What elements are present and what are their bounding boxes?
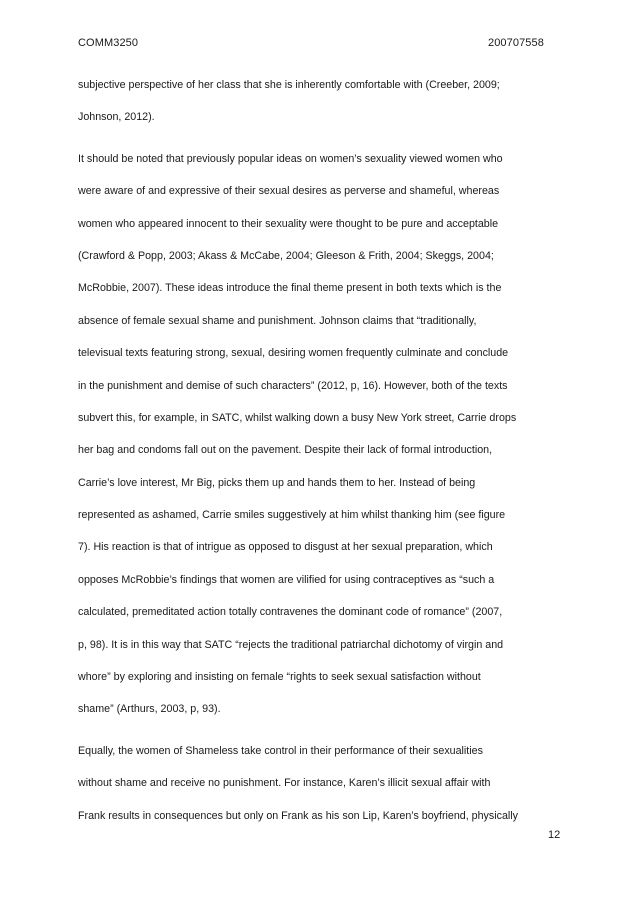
text-line: subjective perspective of her class that she is inherently comfortable with (Creeber, 2009;	[78, 79, 500, 91]
text-line: calculated, premeditated action totally contravenes the dominant code of romance” (2007,	[78, 606, 503, 619]
text-line: in the punishment and demise of such characters” (2012, p, 16). However, both of the texts	[78, 379, 508, 392]
text-line: represented as ashamed, Carrie smiles suggestively at him whilst thanking him (see figure	[78, 509, 506, 522]
header-student-id: 200707558	[488, 37, 544, 49]
text-line: televisual texts featuring strong, sexual, desiring women frequently culminate and conclude	[78, 347, 509, 360]
text-line: Johnson, 2012).	[78, 111, 155, 124]
text-line: McRobbie, 2007). These ideas introduce the final theme present in both texts which is the	[78, 282, 502, 295]
paragraph	[78, 143, 562, 726]
text-line: Frank results in consequences but only on Frank as his son Lip, Karen’s boyfriend, physically	[78, 809, 519, 822]
header-course-code: COMM3250	[78, 37, 139, 49]
text-line: It should be noted that previously popular ideas on women’s sexuality viewed women who	[78, 152, 503, 165]
text-line: opposes McRobbie’s findings that women are vilified for using contraceptives as “such a	[78, 573, 495, 586]
text-line: p, 98). It is in this way that SATC “rejects the traditional patriarchal dichotomy of virgin and	[78, 638, 504, 651]
text-line: 7). His reaction is that of intrigue as opposed to disgust at her sexual preparation, which	[78, 541, 493, 554]
paragraph	[78, 69, 562, 134]
text-line: whore” by exploring and insisting on female “rights to seek sexual satisfaction without	[78, 671, 481, 684]
text-line: women who appeared innocent to their sexuality were thought to be pure and acceptable	[78, 217, 499, 230]
text-line: her bag and condoms fall out on the pavement. Despite their lack of formal introduction,	[78, 444, 493, 457]
text-line: subvert this, for example, in SATC, whilst walking down a busy New York street, Carrie drops	[78, 411, 517, 424]
text-line: Carrie’s love interest, Mr Big, picks them up and hands them to her. Instead of being	[78, 476, 476, 489]
text-line: (Crawford & Popp, 2003; Akass & McCabe, 2004; Gleeson & Frith, 2004; Skeggs, 2004;	[78, 249, 494, 262]
paragraph	[78, 735, 562, 832]
text-line: were aware of and expressive of their sexual desires as perverse and shameful, whereas	[78, 185, 500, 198]
text-line: without shame and receive no punishment. For instance, Karen’s illicit sexual affair with	[78, 777, 491, 790]
page-number: 12	[548, 829, 561, 841]
text-line: shame” (Arthurs, 2003, p, 93).	[78, 703, 221, 716]
text-line: Equally, the women of Shameless take control in their performance of their sexualities	[78, 744, 483, 757]
body-text	[78, 69, 562, 841]
text-line: absence of female sexual shame and punishment. Johnson claims that “traditionally,	[78, 314, 477, 327]
